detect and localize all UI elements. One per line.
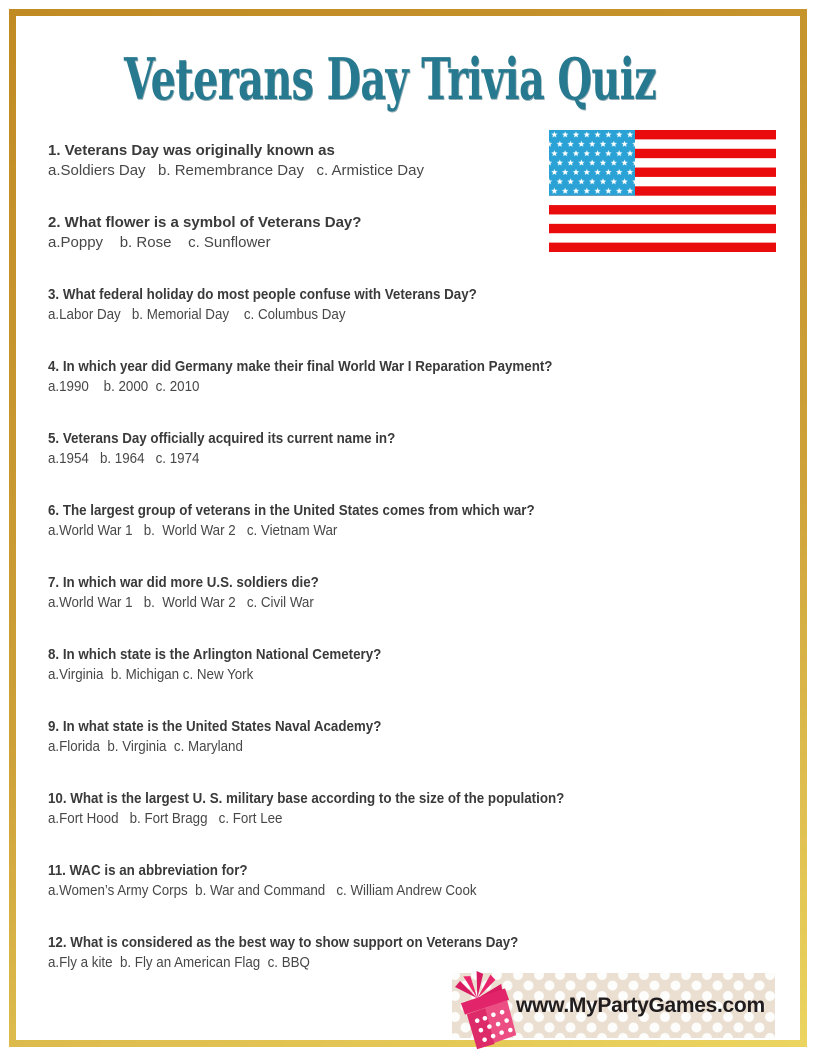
question-text: 7. In which war did more U.S. soldiers die? — [48, 574, 319, 591]
question-text: 10. What is the largest U. S. military base according to the size of the population? — [48, 790, 565, 807]
website-url: www.MyPartyGames.com — [516, 993, 765, 1017]
quiz-question-list — [48, 141, 768, 1005]
question-text: 11. WAC is an abbreviation for? — [48, 862, 248, 879]
answer-options: a.Fort Hood b. Fort Bragg c. Fort Lee — [48, 810, 283, 827]
question-block — [48, 717, 768, 757]
answer-options: a.Fly a kite b. Fly an American Flag c. BBQ — [48, 954, 310, 971]
question-block — [48, 501, 768, 541]
question-text: 6. The largest group of veterans in the United States comes from which war? — [48, 502, 535, 519]
question-text: 2. What flower is a symbol of Veterans Day? — [48, 214, 362, 231]
answer-options: a.Florida b. Virginia c. Maryland — [48, 738, 243, 755]
question-block — [48, 141, 768, 181]
gift-icon — [454, 967, 518, 1051]
question-text: 9. In what state is the United States Naval Academy? — [48, 718, 382, 735]
answer-options: a.Labor Day b. Memorial Day c. Columbus Day — [48, 306, 346, 323]
question-block — [48, 357, 768, 397]
answer-options: a.World War 1 b. World War 2 c. Vietnam War — [48, 522, 338, 539]
question-block — [48, 429, 768, 469]
page-title: Veterans Day Trivia Quiz — [123, 46, 657, 113]
answer-options: a.Virginia b. Michigan c. New York — [48, 666, 254, 683]
question-block — [48, 285, 768, 325]
answer-options: a.World War 1 b. World War 2 c. Civil War — [48, 594, 314, 611]
question-block — [48, 573, 768, 613]
question-text: 3. What federal holiday do most people confuse with Veterans Day? — [48, 286, 477, 303]
question-block — [48, 213, 768, 253]
question-block — [48, 645, 768, 685]
footer-banner — [452, 973, 775, 1038]
question-text: 4. In which year did Germany make their final World War I Reparation Payment? — [48, 358, 553, 375]
question-text: 8. In which state is the Arlington National Cemetery? — [48, 646, 382, 663]
question-text: 12. What is considered as the best way to show support on Veterans Day? — [48, 934, 519, 951]
question-text: 5. Veterans Day officially acquired its current name in? — [48, 430, 396, 447]
answer-options: a.Poppy b. Rose c. Sunflower — [48, 234, 271, 251]
page-title-area — [0, 46, 798, 113]
question-text: 1. Veterans Day was originally known as — [48, 142, 335, 159]
answer-options: a.1990 b. 2000 c. 2010 — [48, 378, 200, 395]
answer-options: a.Soldiers Day b. Remembrance Day c. Armistice Day — [48, 162, 424, 179]
question-block — [48, 861, 768, 901]
question-block — [48, 933, 768, 973]
answer-options: a.Women’s Army Corps b. War and Command c. William Andrew Cook — [48, 882, 477, 899]
question-block — [48, 789, 768, 829]
answer-options: a.1954 b. 1964 c. 1974 — [48, 450, 200, 467]
